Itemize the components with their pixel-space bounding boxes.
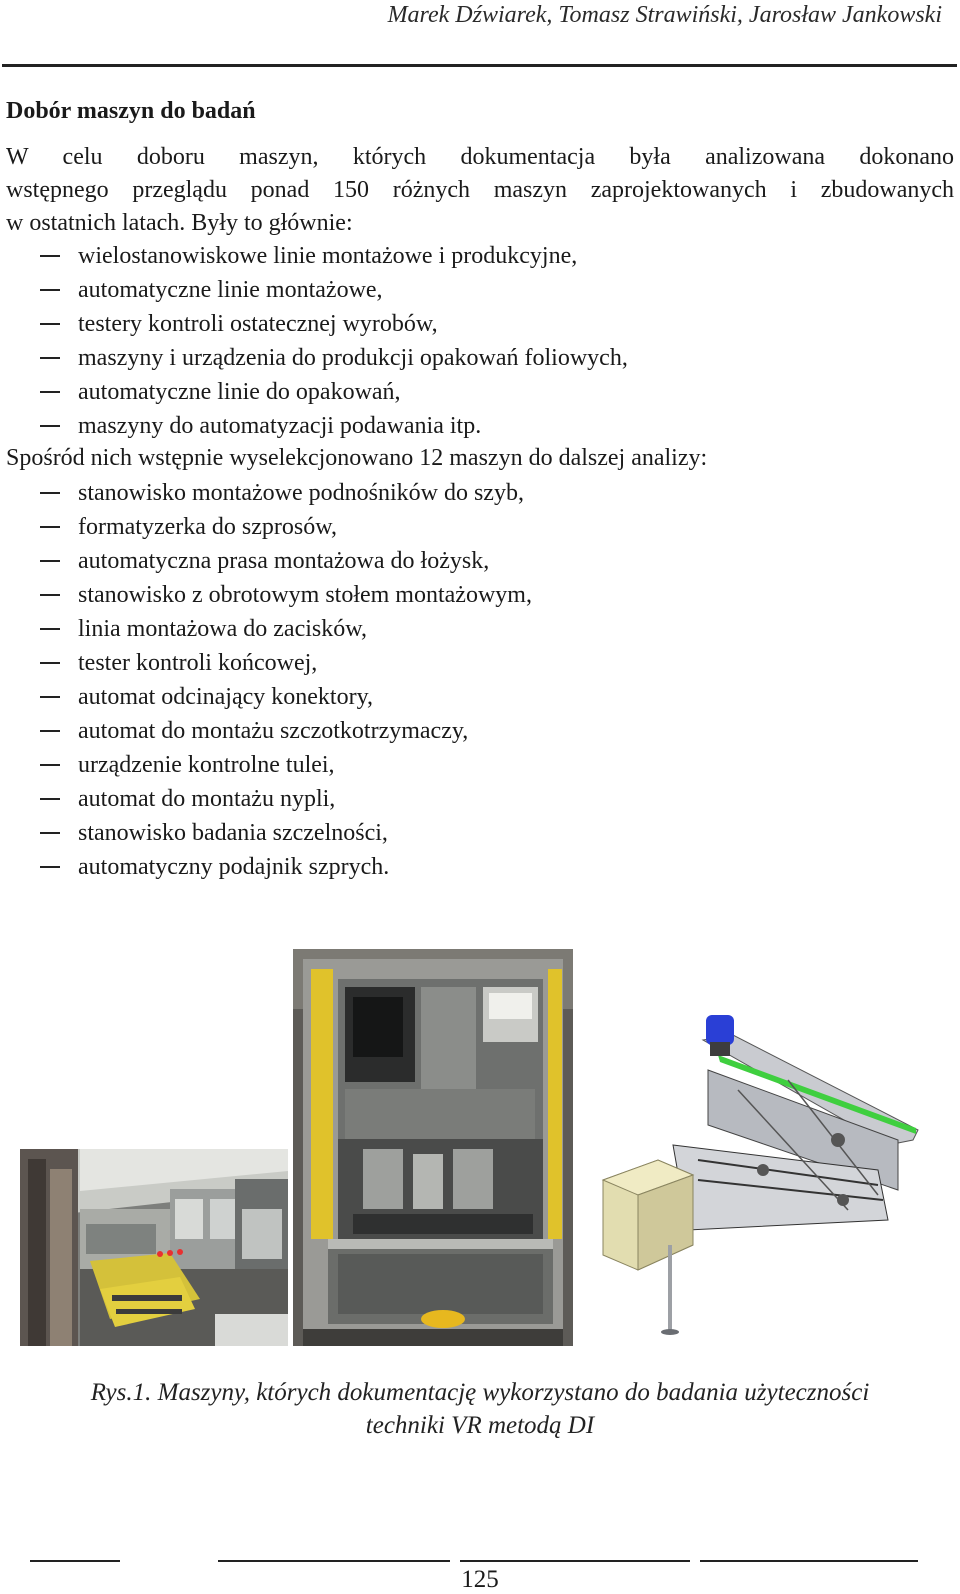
machine-types-list xyxy=(0,239,960,443)
dash-icon xyxy=(40,323,60,325)
intro-line: wstępnego przeglądu ponad 150 różnych maszyn zaprojektowanych i zbudowanych xyxy=(6,177,954,203)
list-item: stanowisko z obrotowym stołem montażowym, xyxy=(0,578,960,612)
footer-rule xyxy=(700,1560,918,1562)
dash-icon xyxy=(40,832,60,834)
dash-icon xyxy=(40,289,60,291)
list-item: linia montażowa do zacisków, xyxy=(0,612,960,646)
list-item: maszyny do automatyzacji podawania itp. xyxy=(0,409,960,443)
list-item: automat do montażu nypli, xyxy=(0,782,960,816)
header-rule xyxy=(2,64,957,67)
list-item: automatyczna prasa montażowa do łożysk, xyxy=(0,544,960,578)
dash-icon xyxy=(40,662,60,664)
list-item: formatyzerka do szprosów, xyxy=(0,510,960,544)
footer-rule xyxy=(30,1560,120,1562)
section-heading: Dobór maszyn do badań xyxy=(6,98,256,124)
footer-rule xyxy=(460,1560,690,1562)
dash-icon xyxy=(40,560,60,562)
list-item: automatyczne linie montażowe, xyxy=(0,273,960,307)
figure-caption-line: techniki VR metodą DI xyxy=(365,1412,595,1439)
dash-icon xyxy=(40,526,60,528)
list-item: automatyczny podajnik szprych. xyxy=(0,850,960,884)
intro-line: w ostatnich latach. Były to głównie: xyxy=(6,210,353,236)
selection-paragraph xyxy=(6,442,954,475)
dash-icon xyxy=(40,391,60,393)
assembly-line-photo xyxy=(20,1149,288,1346)
list-item: urządzenie kontrolne tulei, xyxy=(0,748,960,782)
dash-icon xyxy=(40,628,60,630)
list-item: automatyczne linie do opakowań, xyxy=(0,375,960,409)
list-item: stanowisko montażowe podnośników do szyb, xyxy=(0,476,960,510)
figure-caption-line: Rys.1. Maszyny, których dokumentację wykorzystano do badania użyteczności xyxy=(90,1379,870,1406)
dash-icon xyxy=(40,764,60,766)
dash-icon xyxy=(40,730,60,732)
dash-icon xyxy=(40,357,60,359)
dash-icon xyxy=(40,425,60,427)
list-item: maszyny i urządzenia do produkcji opakowań foliowych, xyxy=(0,341,960,375)
intro-line: W celu doboru maszyn, których dokumentacja była analizowana dokonano xyxy=(6,144,954,170)
intro-paragraph xyxy=(6,141,954,240)
list-item: automat odcinający konektory, xyxy=(0,680,960,714)
machine-cabinet-photo xyxy=(293,949,573,1346)
selection-line: Spośród nich wstępnie wyselekcjonowano 12 maszyn do dalszej analizy: xyxy=(6,445,708,471)
dash-icon xyxy=(40,696,60,698)
list-item: tester kontroli końcowej, xyxy=(0,646,960,680)
footer-rule xyxy=(218,1560,450,1562)
conveyor-3d-render xyxy=(598,1010,928,1345)
dash-icon xyxy=(40,798,60,800)
page-number: 125 xyxy=(461,1566,499,1593)
list-item: testery kontroli ostatecznej wyrobów, xyxy=(0,307,960,341)
running-header: Marek Dźwiarek, Tomasz Strawiński, Jarosław Jankowski xyxy=(387,2,942,28)
dash-icon xyxy=(40,492,60,494)
dash-icon xyxy=(40,594,60,596)
dash-icon xyxy=(40,866,60,868)
list-item: stanowisko badania szczelności, xyxy=(0,816,960,850)
list-item: automat do montażu szczotkotrzymaczy, xyxy=(0,714,960,748)
list-item: wielostanowiskowe linie montażowe i produkcyjne, xyxy=(0,239,960,273)
selected-machines-list xyxy=(0,476,960,884)
dash-icon xyxy=(40,255,60,257)
